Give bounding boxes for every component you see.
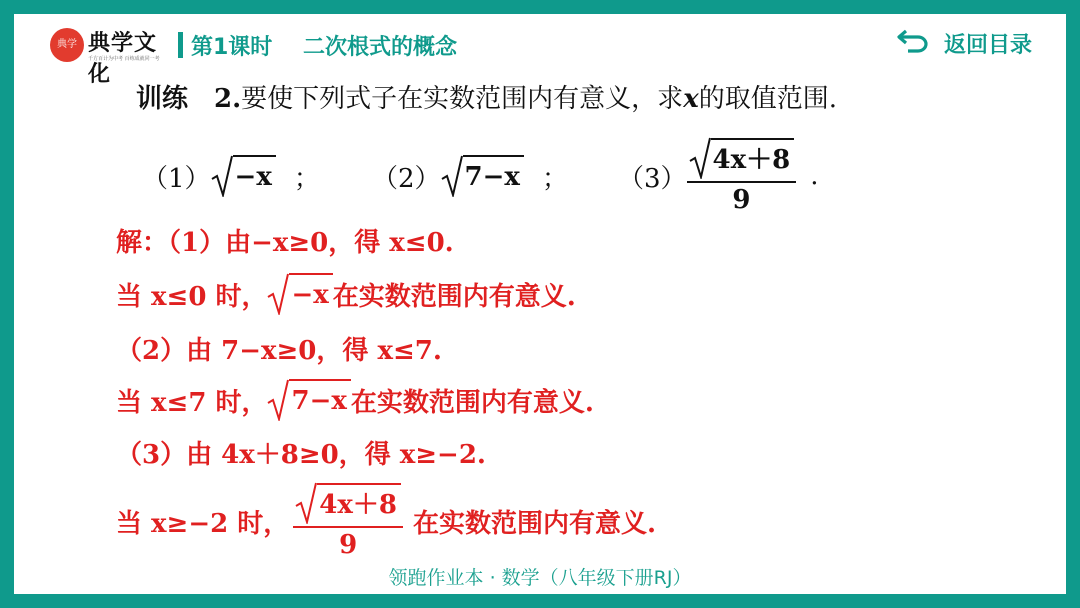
radicand: −x	[233, 155, 276, 197]
header-divider	[178, 32, 183, 58]
return-arrow-icon	[896, 27, 930, 59]
exercise-label: 训练	[136, 84, 189, 114]
back-to-contents-button[interactable]	[896, 26, 1032, 60]
question-text-after: 的取值范围.	[698, 84, 837, 114]
part-1-suffix: ；	[293, 163, 320, 194]
part-1	[142, 144, 320, 208]
sqrt-expression	[267, 273, 332, 315]
question-text-before: 要使下列式子在实数范围内有意义，求	[241, 84, 684, 114]
brand-logo	[50, 26, 178, 87]
radical-sign-icon	[295, 482, 317, 524]
solution-line-2	[116, 270, 576, 318]
solution-line-5	[116, 432, 486, 472]
sqrt-expression	[441, 155, 524, 197]
radical-sign-icon	[267, 379, 289, 421]
part-3	[618, 144, 819, 215]
sqrt-expression	[211, 155, 276, 197]
denominator: 9	[687, 181, 797, 215]
sqrt-numerator	[687, 137, 797, 181]
back-label: 返回目录	[943, 32, 1032, 58]
solution-line-3	[116, 328, 442, 368]
question-var: x	[683, 84, 699, 114]
part-2-label: （2）	[372, 163, 441, 194]
radical-sign-icon	[689, 137, 711, 179]
radicand: 4x＋8	[317, 483, 401, 523]
radicand: 7−x	[463, 155, 524, 197]
part-2	[372, 144, 568, 208]
question-number: 2.	[214, 84, 242, 114]
part-3-label: （3）	[618, 163, 687, 194]
brand-slogan: 千方百计为中考 百练成就同一考	[88, 56, 160, 62]
solution-line-4	[116, 376, 594, 424]
radicand: 4x＋8	[711, 138, 795, 178]
solution-line-4-pre: 当 x≤7 时，	[116, 387, 268, 418]
sqrt-expression	[267, 379, 350, 421]
solution-line-4-post: 在实数范围内有意义.	[350, 387, 594, 418]
solution-line-6	[116, 480, 656, 562]
part-3-suffix: .	[810, 161, 819, 191]
footer-caption: 领跑作业本 · 数学（八年级下册RJ）	[388, 567, 692, 589]
fraction-expression	[293, 482, 403, 560]
solution-line-5-text: （3）由 4x＋8≥0，得 x≥−2.	[116, 439, 486, 470]
radicand: −x	[289, 273, 332, 315]
sqrt-numerator	[293, 482, 403, 526]
radical-sign-icon	[211, 155, 233, 197]
part-1-label: （1）	[142, 163, 211, 194]
solution-line-3-text: （2）由 7−x≥0，得 x≤7.	[116, 335, 442, 366]
solution-line-2-post: 在实数范围内有意义.	[332, 281, 576, 312]
radical-sign-icon	[267, 273, 289, 315]
part-2-suffix: ；	[541, 163, 568, 194]
solution-line-1	[116, 220, 454, 260]
solution-line-6-post: 在实数范围内有意义.	[412, 508, 657, 539]
solution-line-6-pre: 当 x≥−2 时，	[116, 508, 290, 539]
radicand: 7−x	[289, 379, 350, 421]
brand-name: 典学文化	[88, 30, 158, 87]
question-text	[136, 78, 837, 115]
denominator: 9	[293, 526, 403, 560]
lesson-title: 第1课时 二次根式的概念	[191, 35, 457, 60]
slide	[14, 14, 1066, 594]
brand-seal-icon: 典学	[50, 28, 84, 62]
solution-line-1-text: 解：（1）由−x≥0，得 x≤0.	[116, 227, 454, 258]
fraction-expression	[687, 137, 797, 215]
solution-line-2-pre: 当 x≤0 时，	[116, 281, 268, 312]
radical-sign-icon	[441, 155, 463, 197]
